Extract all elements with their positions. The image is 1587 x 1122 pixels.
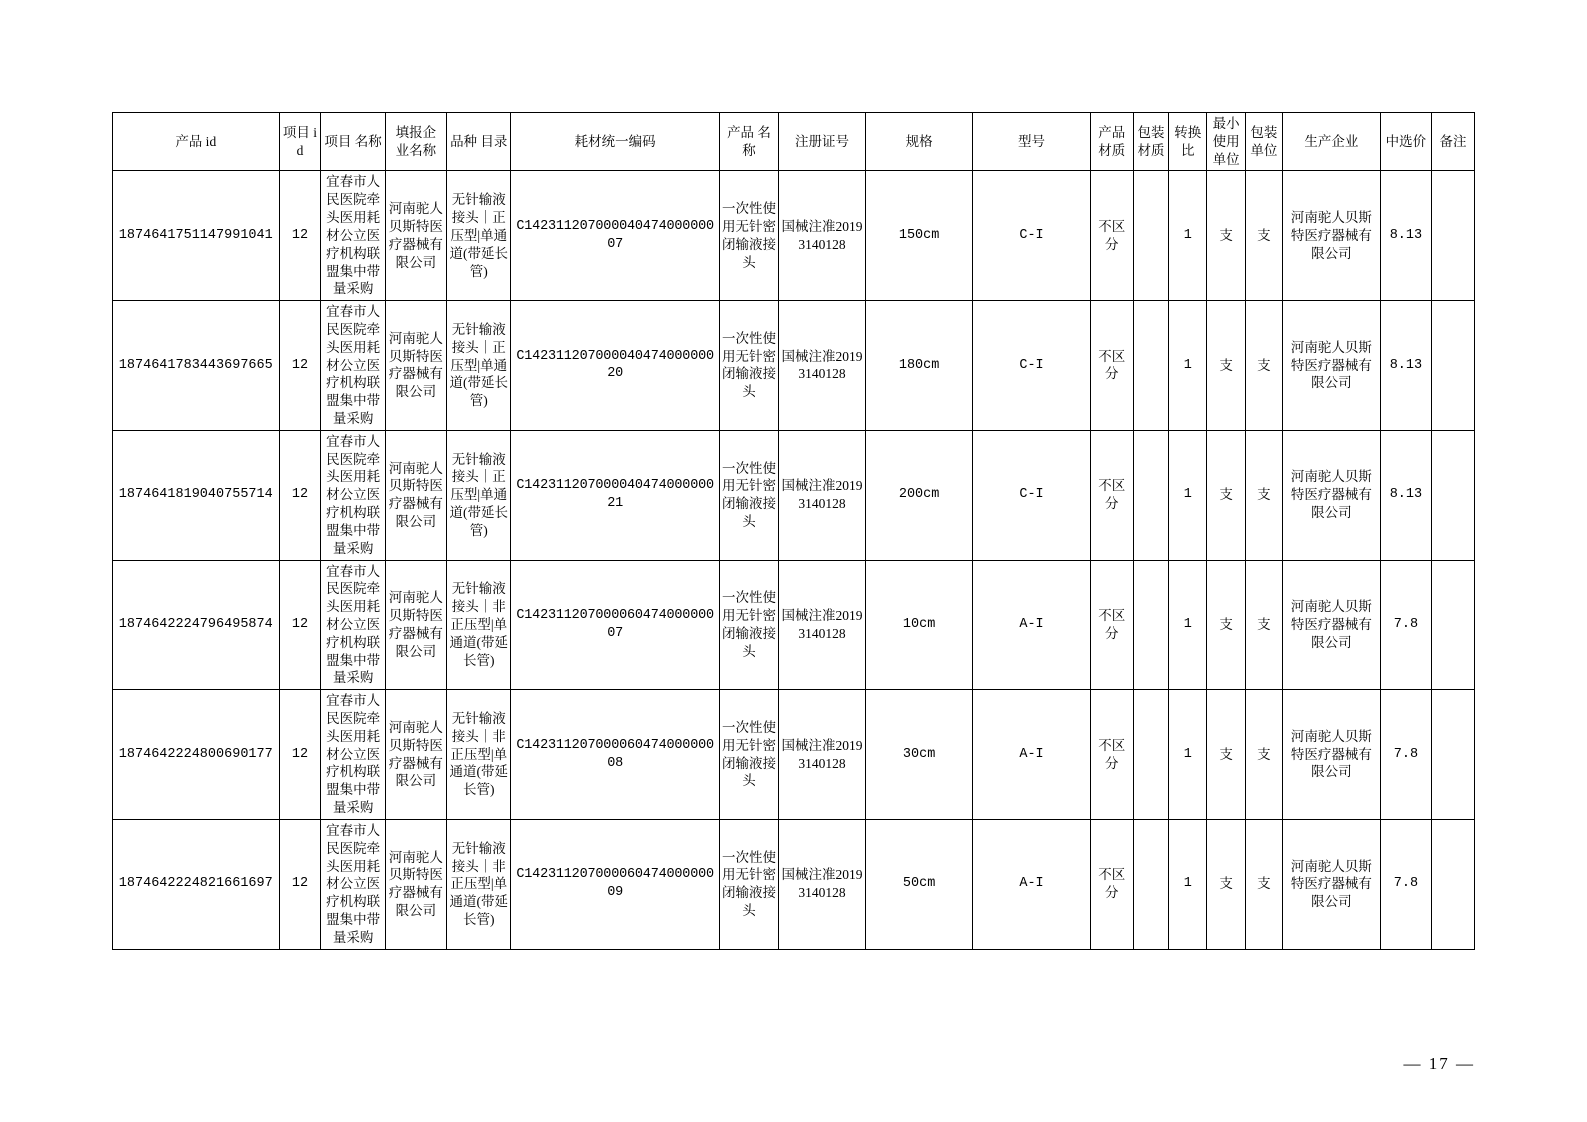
cell-manufacturer: 河南驼人贝斯特医疗器械有限公司 <box>1282 560 1380 690</box>
cell-specification: 180cm <box>865 301 972 431</box>
cell-product-name: 一次性使用无针密闭输液接头 <box>719 171 778 301</box>
cell-model: A-I <box>973 560 1091 690</box>
cell-package-material <box>1133 301 1169 431</box>
cell-registration-no: 国械注准20193140128 <box>779 301 866 431</box>
cell-model: A-I <box>973 819 1091 949</box>
cell-product-id: 1874641751147991041 <box>113 171 280 301</box>
cell-registration-no: 国械注准20193140128 <box>779 560 866 690</box>
cell-package-unit: 支 <box>1246 301 1283 431</box>
cell-catalog: 无针输液接头｜正压型|单通道(带延长管) <box>447 171 511 301</box>
cell-manufacturer: 河南驼人贝斯特医疗器械有限公司 <box>1282 301 1380 431</box>
column-header-unified-code: 耗材统一编码 <box>511 113 719 171</box>
cell-registration-no: 国械注准20193140128 <box>779 430 866 560</box>
cell-unified-code: C14231120700006047400000009 <box>511 819 719 949</box>
cell-manufacturer: 河南驼人贝斯特医疗器械有限公司 <box>1282 171 1380 301</box>
cell-min-unit: 支 <box>1207 560 1246 690</box>
column-header-manufacturer: 生产企业 <box>1282 113 1380 171</box>
cell-project-name: 宜春市人民医院牵头医用耗材公立医疗机构联盟集中带量采购 <box>321 171 385 301</box>
cell-project-id: 12 <box>279 819 321 949</box>
cell-material: 不区分 <box>1090 301 1133 431</box>
cell-product-id: 1874642224796495874 <box>113 560 280 690</box>
table-row <box>113 690 1475 820</box>
cell-remark <box>1431 171 1474 301</box>
cell-selected-price: 8.13 <box>1380 301 1431 431</box>
cell-package-unit: 支 <box>1246 819 1283 949</box>
cell-package-unit: 支 <box>1246 171 1283 301</box>
cell-declaring-enterprise: 河南驼人贝斯特医疗器械有限公司 <box>385 690 446 820</box>
cell-project-id: 12 <box>279 690 321 820</box>
cell-material: 不区分 <box>1090 560 1133 690</box>
cell-material: 不区分 <box>1090 690 1133 820</box>
cell-product-name: 一次性使用无针密闭输液接头 <box>719 301 778 431</box>
column-header-selected-price: 中选价 <box>1380 113 1431 171</box>
column-header-package-unit: 包装 单位 <box>1246 113 1283 171</box>
cell-project-name: 宜春市人民医院牵头医用耗材公立医疗机构联盟集中带量采购 <box>321 690 385 820</box>
cell-specification: 10cm <box>865 560 972 690</box>
cell-model: C-I <box>973 430 1091 560</box>
cell-model: A-I <box>973 690 1091 820</box>
cell-remark <box>1431 690 1474 820</box>
table-row <box>113 171 1475 301</box>
cell-unified-code: C14231120700004047400000007 <box>511 171 719 301</box>
cell-registration-no: 国械注准20193140128 <box>779 690 866 820</box>
cell-conversion-ratio: 1 <box>1169 690 1207 820</box>
cell-selected-price: 7.8 <box>1380 819 1431 949</box>
cell-selected-price: 8.13 <box>1380 171 1431 301</box>
cell-product-id: 1874641819040755714 <box>113 430 280 560</box>
cell-unified-code: C14231120700006047400000008 <box>511 690 719 820</box>
cell-package-material <box>1133 430 1169 560</box>
procurement-table <box>112 112 1475 950</box>
cell-selected-price: 7.8 <box>1380 560 1431 690</box>
cell-material: 不区分 <box>1090 430 1133 560</box>
cell-declaring-enterprise: 河南驼人贝斯特医疗器械有限公司 <box>385 301 446 431</box>
cell-remark <box>1431 819 1474 949</box>
cell-project-id: 12 <box>279 430 321 560</box>
cell-project-name: 宜春市人民医院牵头医用耗材公立医疗机构联盟集中带量采购 <box>321 560 385 690</box>
cell-registration-no: 国械注准20193140128 <box>779 819 866 949</box>
column-header-model: 型号 <box>973 113 1091 171</box>
cell-conversion-ratio: 1 <box>1169 819 1207 949</box>
cell-manufacturer: 河南驼人贝斯特医疗器械有限公司 <box>1282 690 1380 820</box>
cell-catalog: 无针输液接头｜正压型|单通道(带延长管) <box>447 301 511 431</box>
cell-package-material <box>1133 560 1169 690</box>
column-header-product-name: 产品 名称 <box>719 113 778 171</box>
cell-product-name: 一次性使用无针密闭输液接头 <box>719 430 778 560</box>
cell-catalog: 无针输液接头｜非正压型|单通道(带延长管) <box>447 819 511 949</box>
column-header-project-name: 项目 名称 <box>321 113 385 171</box>
cell-manufacturer: 河南驼人贝斯特医疗器械有限公司 <box>1282 819 1380 949</box>
cell-declaring-enterprise: 河南驼人贝斯特医疗器械有限公司 <box>385 819 446 949</box>
cell-min-unit: 支 <box>1207 819 1246 949</box>
cell-declaring-enterprise: 河南驼人贝斯特医疗器械有限公司 <box>385 430 446 560</box>
cell-specification: 50cm <box>865 819 972 949</box>
table-header-row <box>113 113 1475 171</box>
cell-product-name: 一次性使用无针密闭输液接头 <box>719 560 778 690</box>
table-row <box>113 301 1475 431</box>
cell-remark <box>1431 560 1474 690</box>
cell-material: 不区分 <box>1090 819 1133 949</box>
cell-project-name: 宜春市人民医院牵头医用耗材公立医疗机构联盟集中带量采购 <box>321 430 385 560</box>
column-header-product-id: 产品 id <box>113 113 280 171</box>
cell-remark <box>1431 430 1474 560</box>
cell-model: C-I <box>973 301 1091 431</box>
cell-conversion-ratio: 1 <box>1169 171 1207 301</box>
column-header-registration-no: 注册证号 <box>779 113 866 171</box>
column-header-remark: 备注 <box>1431 113 1474 171</box>
cell-product-id: 1874642224821661697 <box>113 819 280 949</box>
cell-specification: 200cm <box>865 430 972 560</box>
cell-unified-code: C14231120700004047400000020 <box>511 301 719 431</box>
cell-min-unit: 支 <box>1207 690 1246 820</box>
table-row <box>113 560 1475 690</box>
cell-project-id: 12 <box>279 301 321 431</box>
cell-conversion-ratio: 1 <box>1169 560 1207 690</box>
cell-remark <box>1431 301 1474 431</box>
cell-project-id: 12 <box>279 560 321 690</box>
page-number: — 17 — <box>1403 1054 1475 1073</box>
cell-project-name: 宜春市人民医院牵头医用耗材公立医疗机构联盟集中带量采购 <box>321 301 385 431</box>
column-header-material: 产品 材质 <box>1090 113 1133 171</box>
cell-min-unit: 支 <box>1207 430 1246 560</box>
column-header-declaring-enterprise: 填报企 业名称 <box>385 113 446 171</box>
cell-specification: 30cm <box>865 690 972 820</box>
cell-product-name: 一次性使用无针密闭输液接头 <box>719 690 778 820</box>
cell-model: C-I <box>973 171 1091 301</box>
cell-declaring-enterprise: 河南驼人贝斯特医疗器械有限公司 <box>385 171 446 301</box>
cell-min-unit: 支 <box>1207 171 1246 301</box>
cell-unified-code: C14231120700004047400000021 <box>511 430 719 560</box>
table-body <box>113 171 1475 949</box>
cell-manufacturer: 河南驼人贝斯特医疗器械有限公司 <box>1282 430 1380 560</box>
table-header <box>113 113 1475 171</box>
cell-package-unit: 支 <box>1246 430 1283 560</box>
cell-registration-no: 国械注准20193140128 <box>779 171 866 301</box>
cell-package-material <box>1133 819 1169 949</box>
column-header-project-id: 项目 id <box>279 113 321 171</box>
column-header-specification: 规格 <box>865 113 972 171</box>
cell-catalog: 无针输液接头｜非正压型|单通道(带延长管) <box>447 690 511 820</box>
cell-package-material <box>1133 690 1169 820</box>
cell-min-unit: 支 <box>1207 301 1246 431</box>
column-header-package-material: 包装 材质 <box>1133 113 1169 171</box>
column-header-conversion-ratio: 转换 比 <box>1169 113 1207 171</box>
column-header-catalog: 品种 目录 <box>447 113 511 171</box>
cell-project-name: 宜春市人民医院牵头医用耗材公立医疗机构联盟集中带量采购 <box>321 819 385 949</box>
procurement-table-container <box>112 112 1475 950</box>
cell-declaring-enterprise: 河南驼人贝斯特医疗器械有限公司 <box>385 560 446 690</box>
cell-material: 不区分 <box>1090 171 1133 301</box>
cell-selected-price: 8.13 <box>1380 430 1431 560</box>
cell-selected-price: 7.8 <box>1380 690 1431 820</box>
cell-package-unit: 支 <box>1246 560 1283 690</box>
table-row <box>113 430 1475 560</box>
cell-conversion-ratio: 1 <box>1169 301 1207 431</box>
cell-unified-code: C14231120700006047400000007 <box>511 560 719 690</box>
cell-package-material <box>1133 171 1169 301</box>
cell-catalog: 无针输液接头｜非正压型|单通道(带延长管) <box>447 560 511 690</box>
cell-product-name: 一次性使用无针密闭输液接头 <box>719 819 778 949</box>
table-row <box>113 819 1475 949</box>
cell-conversion-ratio: 1 <box>1169 430 1207 560</box>
cell-project-id: 12 <box>279 171 321 301</box>
cell-catalog: 无针输液接头｜正压型|单通道(带延长管) <box>447 430 511 560</box>
cell-package-unit: 支 <box>1246 690 1283 820</box>
column-header-min-unit: 最小 使用 单位 <box>1207 113 1246 171</box>
cell-specification: 150cm <box>865 171 972 301</box>
cell-product-id: 1874642224800690177 <box>113 690 280 820</box>
cell-product-id: 1874641783443697665 <box>113 301 280 431</box>
